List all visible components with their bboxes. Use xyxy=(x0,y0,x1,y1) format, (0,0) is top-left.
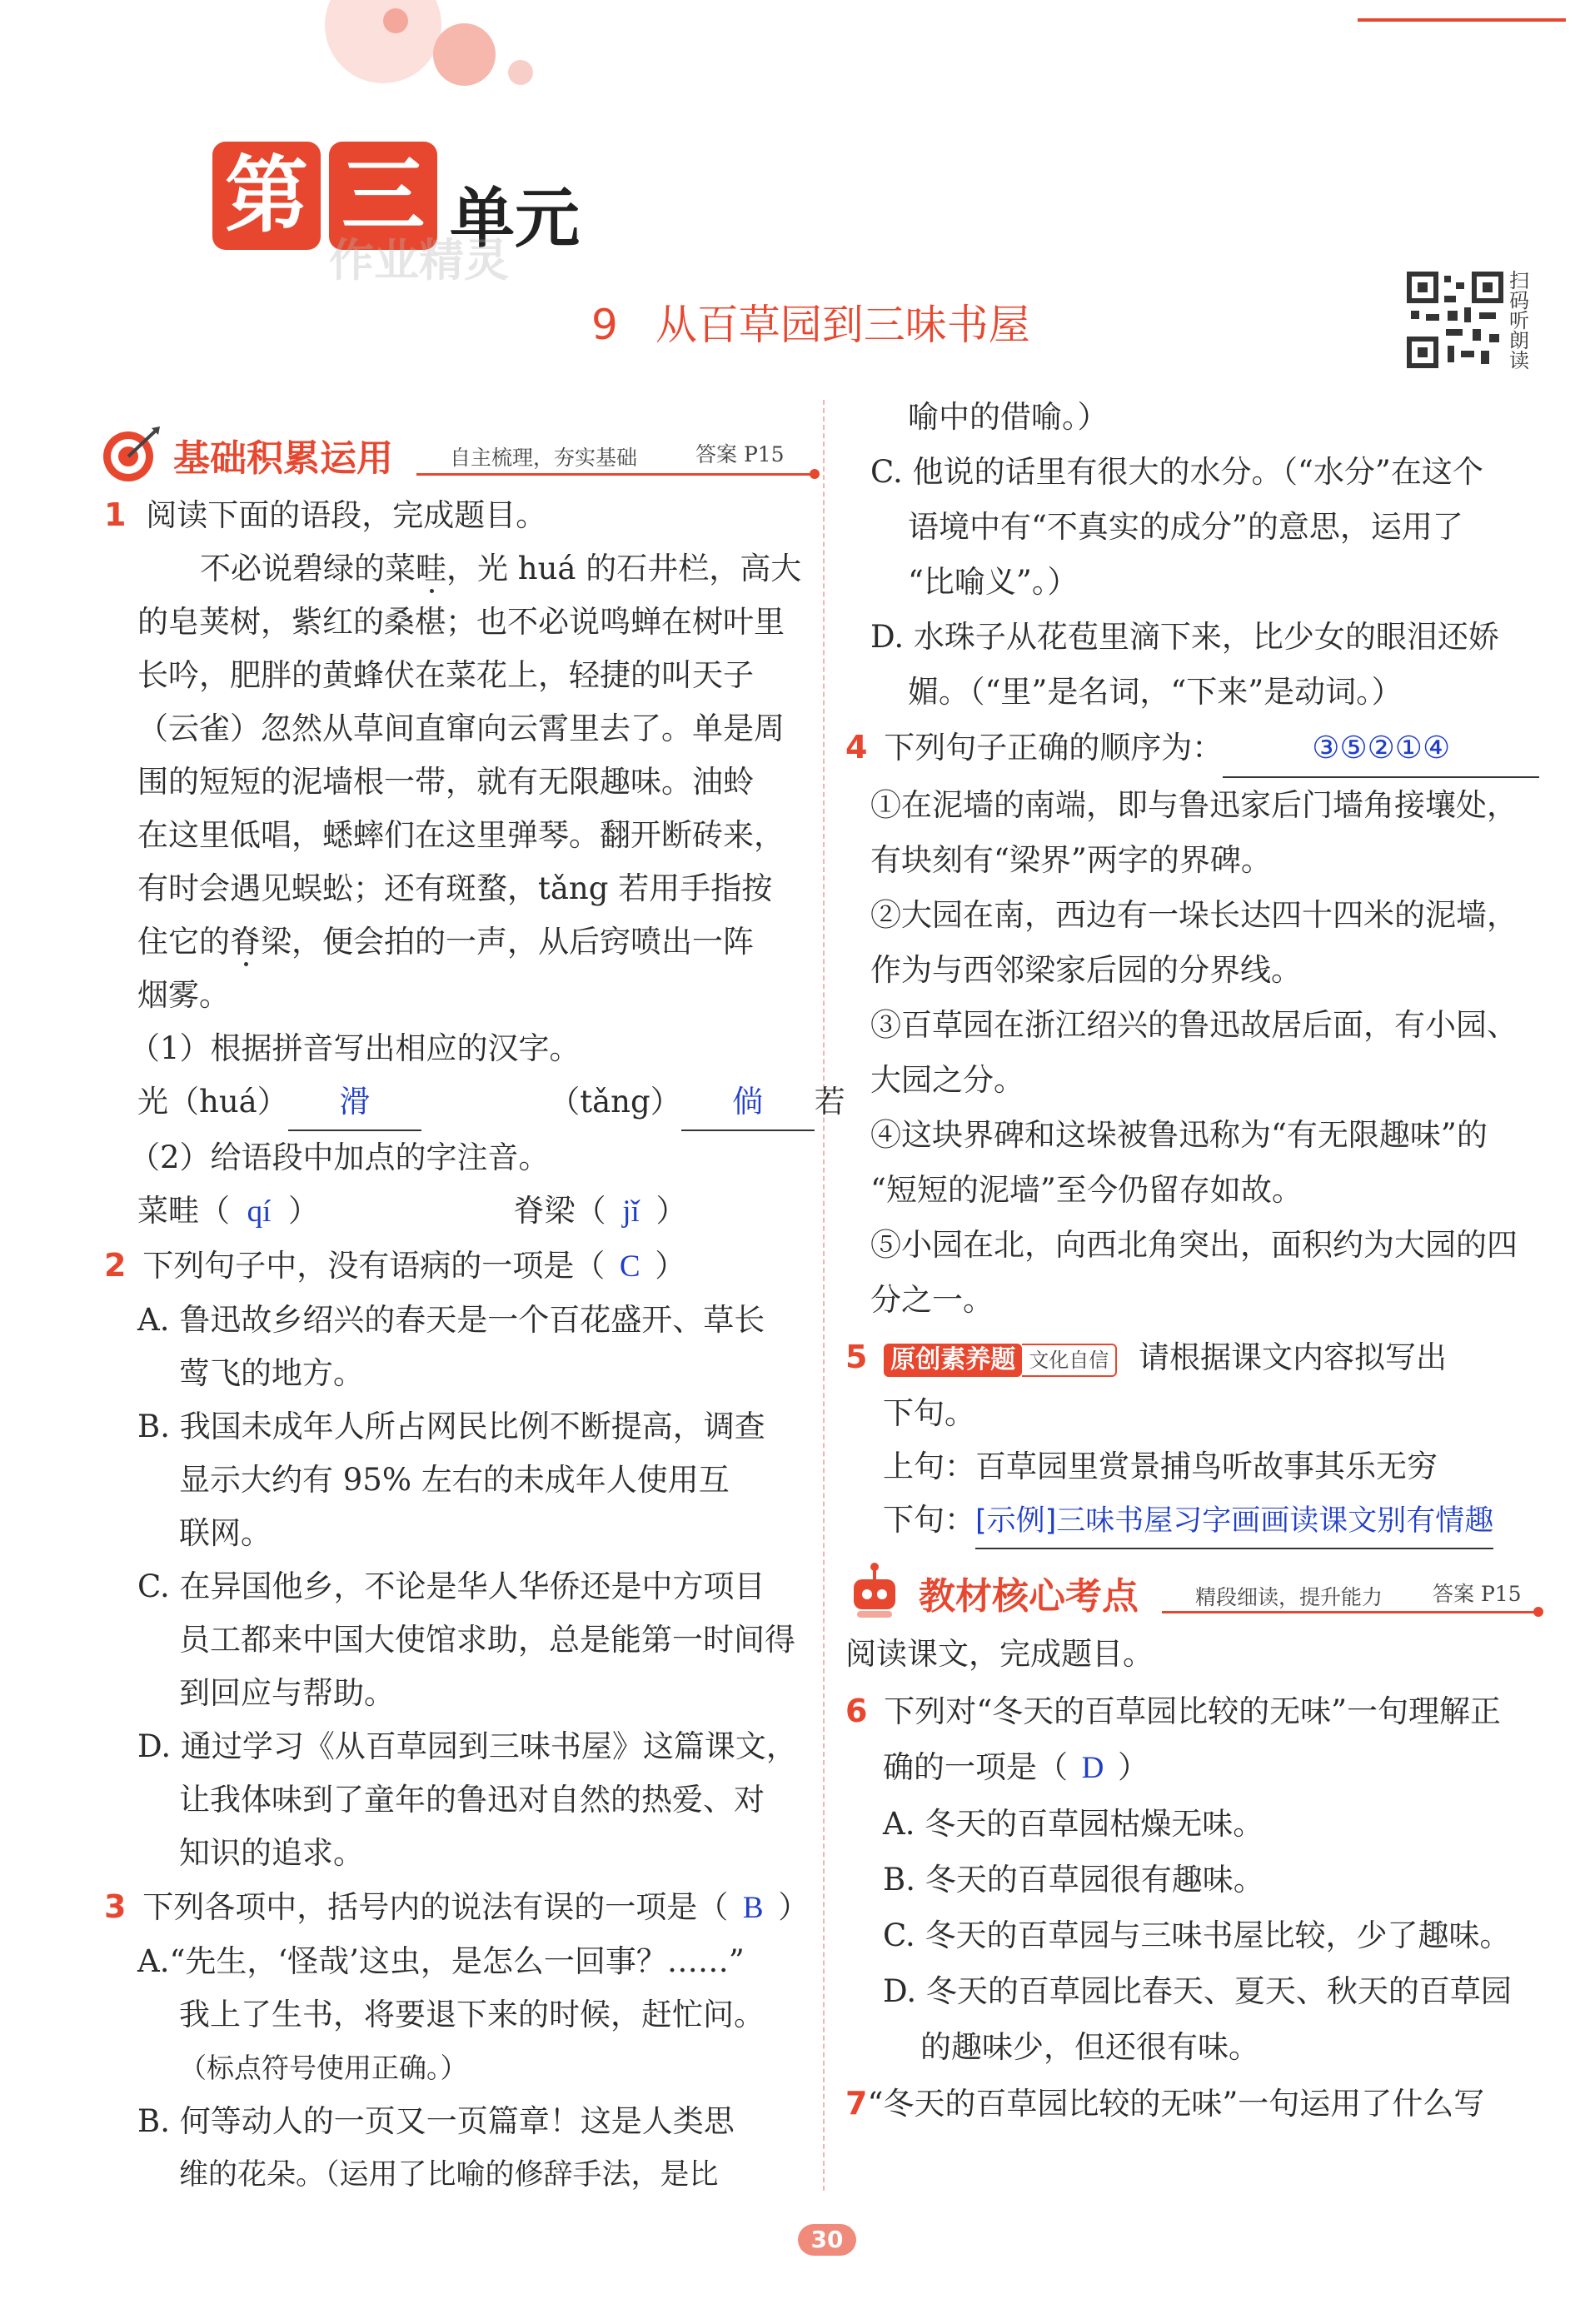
q2-answer: C xyxy=(619,1249,640,1284)
q5-badge: 原创素养题 xyxy=(884,1344,1022,1377)
q3-option-b-cont: 喻中的借喻。） xyxy=(908,399,1109,435)
q2-number: 2 xyxy=(104,1247,127,1284)
q3-option-d: D. 水珠子从花苞里滴下来，比少女的眼泪还娇 媚。（“里”是名词，“下来”是动词。） xyxy=(870,619,1499,710)
answer-hua: 滑 xyxy=(288,1076,421,1131)
column-divider xyxy=(823,400,825,2191)
q4-stem: 4 下列句子正确的顺序为： ③⑤②①④ xyxy=(845,720,1549,778)
q1-sub2-answers: 菜畦（ qí ） 脊梁（ jǐ ） xyxy=(104,1184,808,1239)
qr-code[interactable] xyxy=(1406,271,1504,369)
q3-option-c: C. 他说的话里有很大的水分。（“水分”在这个 语境中有“不真实的成分”的意思，运用了 “比喻义”。） xyxy=(870,454,1483,600)
q2-stem: 2 下列句子中，没有语病的一项是（ C ） xyxy=(104,1239,808,1294)
qr-label: 扫码听朗读 xyxy=(1509,269,1529,372)
right-column xyxy=(845,390,1549,2132)
top-rule xyxy=(1358,18,1566,22)
passage-line: 围的短短的泥墙根一带，就有无限趣味。油蛉 xyxy=(137,764,754,800)
q1-stem-text: 阅读下面的语段，完成题目。 xyxy=(146,497,547,533)
q3-options-right xyxy=(845,390,1549,720)
decor-circle xyxy=(325,0,441,83)
q6-stem-cont: 确的一项是（ D ） xyxy=(845,1740,1549,1796)
q1-passage xyxy=(104,542,808,1022)
unit-char-box: 第 xyxy=(212,142,321,250)
q3-answer: B xyxy=(742,1891,764,1925)
section-basic-underline xyxy=(416,473,816,476)
q6-option-a: A. 冬天的百草园枯燥无味。 xyxy=(883,1806,1264,1842)
section-core-header xyxy=(845,1559,1549,1626)
q2-option-c: C. 在异国他乡，不论是华人华侨还是中方项目 员工都来中国大使馆求助，总是能第一时间得 到回应与帮助。 xyxy=(137,1568,795,1711)
q3-option-b: B. 何等动人的一页又一页篇章！这是人类思 维的花朵。（运用了比喻的修辞手法，是比 xyxy=(137,2103,735,2192)
passage-line: 不必说碧绿的菜畦，光 huá 的石井栏，高大 xyxy=(200,551,802,586)
q1-sub1: （1）根据拼音写出相应的汉字。 xyxy=(129,1030,581,1066)
page-number: 30 xyxy=(798,2224,856,2256)
q7-number: 7 xyxy=(845,2085,868,2122)
q1-sub1-answers: 光（huá） 滑 （tǎng） 倘 若 xyxy=(104,1075,808,1131)
q2-options xyxy=(104,1294,808,1880)
section-core-subtitle: 精段细读，提升能力 xyxy=(1195,1585,1383,1609)
q5-lower: 下句：[示例]三味书屋习字画画读课文别有情趣 xyxy=(845,1494,1549,1549)
q5-stem: 5 原创素养题 文化自信 请根据课文内容拟写出 xyxy=(845,1339,1447,1375)
unit-label: 单元 xyxy=(450,182,581,257)
answer-ji: jǐ xyxy=(622,1194,640,1229)
lesson-name: 从百草园到三味书屋 xyxy=(655,301,1030,349)
q5-answer: [示例]三味书屋习字画画读课文别有情趣 xyxy=(975,1494,1493,1549)
section-core-title: 教材核心考点 xyxy=(919,1575,1139,1618)
watermark: 作业精灵 xyxy=(329,234,509,287)
q4-answer: ③⑤②①④ xyxy=(1223,721,1539,778)
unit-number-box: 三 xyxy=(329,142,437,250)
q6-number: 6 xyxy=(845,1693,868,1729)
underline-dot xyxy=(810,469,820,479)
q2-option-d: D. 通过学习《从百草园到三味书屋》这篇课文， 让我体味到了童年的鲁迅对自然的热爱、对 知识的追求。 xyxy=(137,1728,797,1871)
q2-option-b: B. 我国未成年人所占网民比例不断提高，调查 显示大约有 95% 左右的未成年人使用互 联网。 xyxy=(137,1409,765,1551)
target-icon xyxy=(100,425,160,485)
robot-icon xyxy=(845,1561,904,1619)
section-basic-title: 基础积累运用 xyxy=(173,437,393,480)
qr-icon xyxy=(1406,271,1504,369)
q4-number: 4 xyxy=(845,729,868,766)
q1-stem xyxy=(104,488,808,542)
q6-option-d: D. 冬天的百草园比春天、夏天、秋天的百草园 的趣味少，但还很有味。 xyxy=(883,1973,1512,2065)
q6-option-b: B. 冬天的百草园很有趣味。 xyxy=(883,1862,1264,1898)
passage-line: （云雀）忽然从草间直窜向云霄里去了。单是周 xyxy=(137,711,785,746)
section-basic-header xyxy=(100,425,816,483)
q3-options-left xyxy=(104,1935,808,2202)
passage-line: 长吟，肥胖的黄蜂伏在菜花上，轻捷的叫天子 xyxy=(137,657,754,693)
decor-circle xyxy=(433,23,496,86)
passage-line: 烟雾。 xyxy=(137,977,230,1013)
q2-option-a: A. 鲁迅故乡绍兴的春天是一个百花盛开、草长 莺飞的地方。 xyxy=(137,1302,765,1391)
decor-circle xyxy=(383,8,408,33)
q7-stem: 7“冬天的百草园比较的无味”一句运用了什么写 xyxy=(845,2085,1485,2122)
passage-line: 有时会遇见蜈蚣；还有斑蝥，tǎng 若用手指按 xyxy=(137,870,773,906)
section-core-underline xyxy=(1162,1611,1538,1613)
section-basic-subtitle: 自主梳理，夯实基础 xyxy=(450,446,638,470)
q1-sub2: （2）给语段中加点的字注音。 xyxy=(129,1140,550,1175)
q5-upper: 上句：百草园里赏景捕鸟听故事其乐无穷 xyxy=(883,1449,1438,1484)
q6-option-c: C. 冬天的百草园与三味书屋比较，少了趣味。 xyxy=(883,1918,1511,1953)
q3-option-a: A.“先生，‘怪哉’这虫，是怎么一回事？……” 我上了生书，将要退下来的时候，赶忙问。 （标点符号使用正确。） xyxy=(137,1943,765,2084)
q6-stem: 6 下列对“冬天的百草园比较的无味”一句理解正 xyxy=(845,1693,1502,1729)
left-column xyxy=(104,488,845,2202)
reading-intro: 阅读课文，完成题目。 xyxy=(845,1636,1154,1672)
answer-qi: qí xyxy=(247,1194,272,1229)
underline-dot xyxy=(1533,1607,1543,1617)
lesson-title xyxy=(591,292,1030,352)
decor-circle xyxy=(508,60,533,85)
section-basic-answer-ref: 答案 P15 xyxy=(695,442,785,466)
answer-tang: 倘 xyxy=(681,1076,815,1131)
passage-line: 的皂荚树，紫红的桑椹；也不必说鸣蝉在树叶里 xyxy=(137,604,785,640)
q5-stem-cont: 下句。 xyxy=(883,1395,975,1431)
q5-number: 5 xyxy=(845,1339,868,1375)
q4-items: ①在泥墙的南端，即与鲁迅家后门墙角接壤处， 有块刻有“梁界”两字的界碑。 ②大园在南，西边有一垛长达四十四米的泥墙， 作为与西邻梁家后园的分界线。 ③百草园在浙江绍兴的鲁迅故居后面，有小园、 大园之分。 ④这块界碑和这垛被鲁迅称为“有无限趣味”的 “短短的泥墙”至今仍留存如故。 ⑤小园在北，向西北角突出，面积约为大园的四 分之一。 xyxy=(870,787,1518,1318)
lesson-number: 9 xyxy=(591,301,618,349)
q6-options xyxy=(845,1796,1549,2075)
q5-badge-tag: 文化自信 xyxy=(1022,1344,1117,1377)
passage-line: 在这里低唱，蟋蟀们在这里弹琴。翻开断砖来， xyxy=(137,817,785,853)
q3-stem: 3 下列各项中，括号内的说法有误的一项是（ B ） xyxy=(104,1880,808,1935)
section-core-answer-ref: 答案 P15 xyxy=(1433,1582,1522,1606)
q1-number: 1 xyxy=(104,496,127,533)
passage-line: 住它的脊梁，便会拍的一声，从后窍喷出一阵 xyxy=(137,924,754,960)
q3-number: 3 xyxy=(104,1888,127,1925)
q6-answer: D xyxy=(1081,1751,1104,1785)
